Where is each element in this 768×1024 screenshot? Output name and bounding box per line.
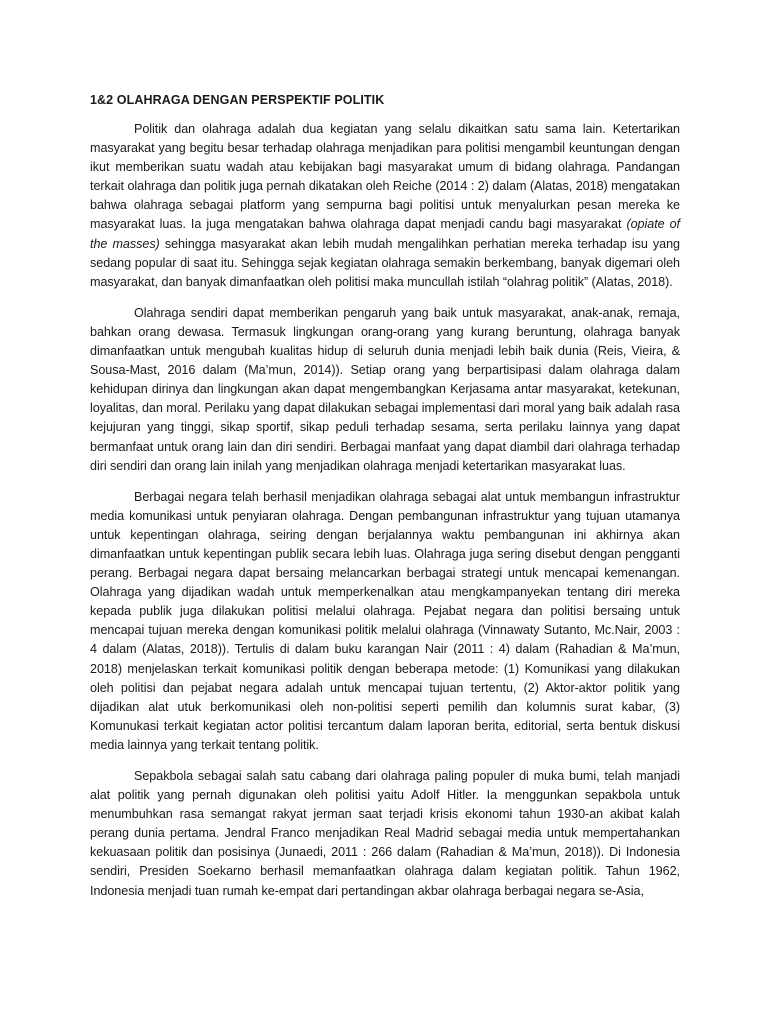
paragraph-1 (90, 120, 680, 292)
document-page (90, 92, 680, 913)
paragraph-2: Olahraga sendiri dapat memberikan pengaruh yang baik untuk masyarakat, anak-anak, remaja, bahkan orang dewasa. Termasuk lingkungan orang-orang yang kurang beruntung, olahraga banyak dimanfaatkan untuk mengubah kualitas hidup di seluruh dunia menjadi lebih baik dunia (Reis, Vieira, & Sousa-Mast, 2016 dalam (Ma’mun, 2014)). Setiap orang yang berpartisipasi dalam olahraga dalam kehidupan dirinya dan lingkungan akan dapat mengembangkan Kerjasama antar masyarakat, ketekunan, loyalitas, dan moral. Perilaku yang dapat dilakukan sebagai implementasi dari moral yang baik adalah rasa kejujuran yang tinggi, sikap sportif, sikap peduli terhadap sesama, serta perilaku lainnya yang dapat bermanfaat untuk orang lain dan diri sendiri. Berbagai manfaat yang dapat diambil dari olahraga terhadap diri sendiri dan orang lain inilah yang menjadikan olahraga menjadi ketertarikan masyarakat luas. (90, 305, 680, 473)
paragraph-4: Sepakbola sebagai salah satu cabang dari olahraga paling populer di muka bumi, telah manjadi alat politik yang pernah digunakan oleh politisi yaitu Adolf Hitler. Ia menggunkan sepakbola untuk menumbuhkan rasa semangat rakyat jerman saat terjadi krisis ekonomi tahun 1930-an akibat kalah perang dunia pertama. Jendral Franco menjadikan Real Madrid sebagai media untuk mempertahankan kekuasaan politik dan posisinya (Junaedi, 2011 : 266 dalam (Rahadian & Ma’mun, 2018)). Di Indonesia sendiri, Presiden Soekarno berhasil memanfaatkan olahraga dalam kegiatan politik. Tahun 1962, Indonesia menjadi tuan rumah ke-empat dari pertandingan akbar olahraga berbagai negara se-Asia, (90, 769, 680, 898)
section-heading: 1&2 OLAHRAGA DENGAN PERSPEKTIF POLITIK (90, 93, 385, 107)
paragraph-1-italic-phrase: (opiate of the masses) (90, 217, 680, 251)
paragraph-3: Berbagai negara telah berhasil menjadikan olahraga sebagai alat untuk membangun infrastruktur media komunikasi untuk penyiaran olahraga. Dengan pembangunan infrastruktur yang tujuan utamanya untuk kepentingan olahraga, seiring dengan berjalannya waktu pembangunan ini akhirnya akan dimanfaatkan untuk kepentingan publik secara lebih luas. Olahraga juga sering disebut dengan pengganti perang. Berbagai negara dapat bersaing melancarkan berbagai strategi untuk mencapai kemenangan. Olahraga yang dijadikan wadah untuk memperkenalkan atau mengkampanyekan tentang diri mereka kepada publik juga dilakukan politisi melalui olahraga. Pejabat negara dan politisi bersaing untuk mencapai tujuan mereka dengan komunikasi politik melalui olahraga (Vinnawaty Sutanto, Mc.Nair, 2003 : 4 dalam (Alatas, 2018)). Tertulis di dalam buku karangan Nair (2011 : 4) dalam (Rahadian & Ma’mun, 2018) menjelaskan terkait komunikasi politik dengan beberapa metode: (1) Komunikasi yang dilakukan oleh politisi dan pejabat negara adalah untuk mencapai tujuan tertentu, (2) Aktor-aktor politik yang dijadikan alat utuk berkomunikasi oleh non-politisi seperti pemilih dan kolumnis surat kabar, (3) Komunukasi terkait kegiatan actor politisi tercantum dalam laporan berita, editorial, serta bentuk diskusi media lainnya yang terkait tentang politik. (90, 489, 680, 752)
paragraph-1-text-a: Politik dan olahraga adalah dua kegiatan yang selalu dikaitkan satu sama lain. Ketertarikan masyarakat yang begitu besar terhadap olahraga menjadikan para politisi mengambil keuntungan dengan ikut memberikan suatu wadah atau kebijakan bagi masyarakat umum di bidang olahraga. Pandangan terkait olahraga dan politik juga pernah dikatakan oleh Reiche (2014 : 2) dalam (Alatas, 2018) mengatakan bahwa olahraga sebagai platform yang sempurna bagi politisi untuk menyalurkan pesan mereka ke masyarakat luas. Ia juga mengatakan bahwa olahraga dapat menjadi candu bagi masyarakat (90, 122, 680, 232)
paragraph-1-text-b: sehingga masyarakat akan lebih mudah mengalihkan perhatian mereka terhadap isu yang sedang popular di saat itu. Sehingga sejak kegiatan olahraga semakin berkembang, banyak digemari oleh masyarakat, dan banyak dimanfaatkan oleh politisi maka muncullah istilah “olahrag politik” (Alatas, 2018). (90, 236, 681, 289)
